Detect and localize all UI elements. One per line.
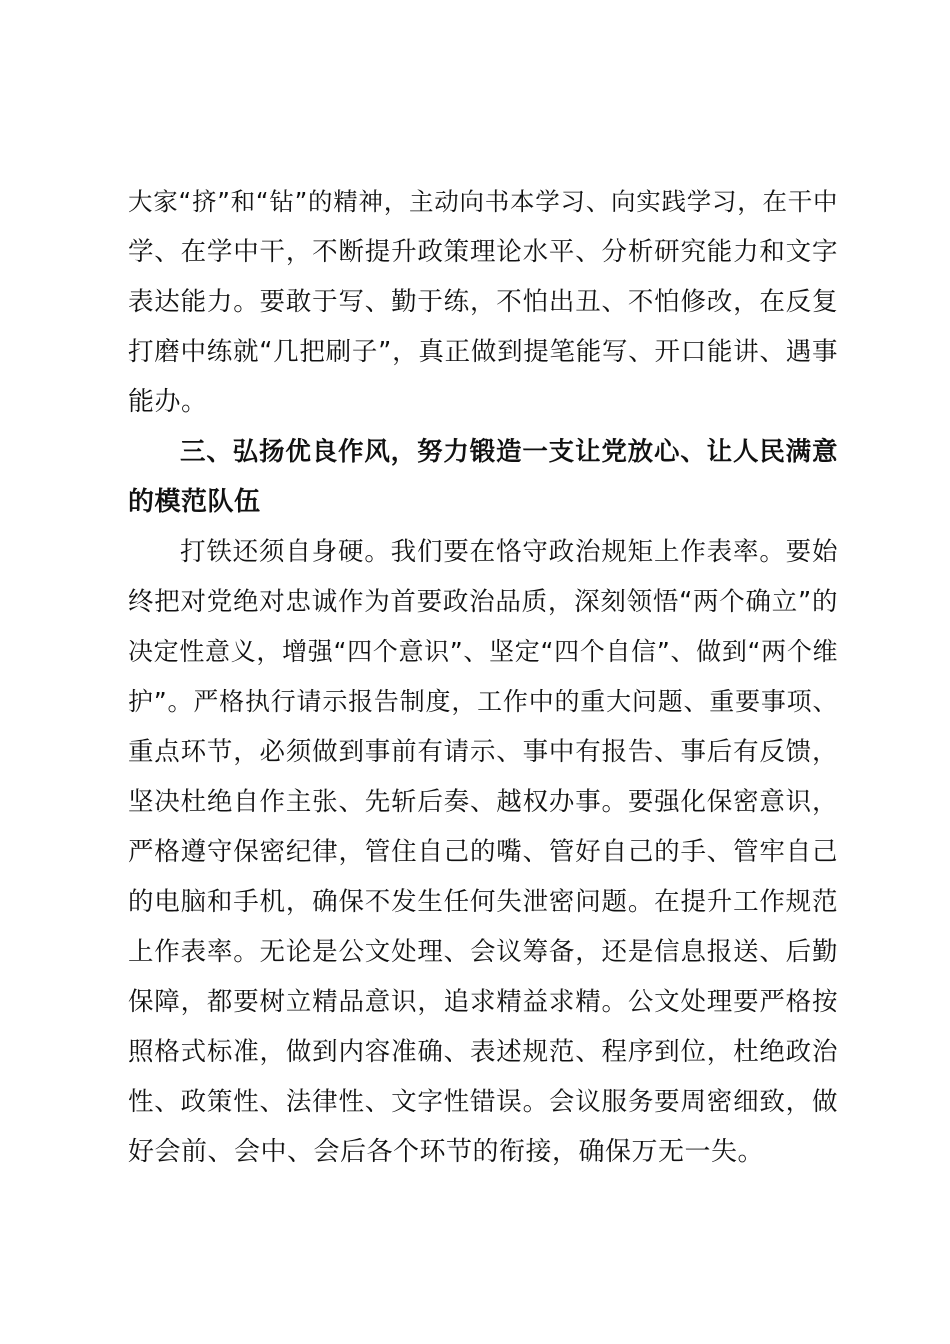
text-line: 上作表率。无论是公文处理、会议筹备，还是信息报送、后勤 [128, 937, 838, 967]
text-line: 的电脑和手机，确保不发生任何失泄密问题。在提升工作规范 [128, 887, 838, 917]
text-line: 坚决杜绝自作主张、先斩后奏、越权办事。要强化保密意识， [128, 787, 838, 817]
text-line: 重点环节，必须做到事前有请示、事中有报告、事后有反馈， [128, 737, 838, 767]
text-line: 保障，都要树立精品意识，追求精益求精。公文处理要严格按 [128, 987, 838, 1017]
text-line: 大家“挤”和“钻”的精神，主动向书本学习、向实践学习，在干中 [128, 187, 838, 216]
text-line: 护”。严格执行请示报告制度，工作中的重大问题、重要事项、 [128, 687, 838, 716]
section-heading-line: 的模范队伍 [128, 487, 261, 517]
section-heading-line: 三、弘扬优良作风，努力锻造一支让党放心、让人民满意 [180, 437, 838, 467]
text-line: 照格式标准，做到内容准确、表述规范、程序到位，杜绝政治 [128, 1037, 838, 1067]
text-line: 终把对党绝对忠诚作为首要政治品质，深刻领悟“两个确立”的 [128, 587, 838, 617]
text-line: 能办。 [128, 387, 208, 417]
text-line: 打铁还须自身硬。我们要在恪守政治规矩上作表率。要始 [180, 537, 838, 567]
text-line: 严格遵守保密纪律，管住自己的嘴、管好自己的手、管牢自己 [128, 837, 838, 867]
text-line: 性、政策性、法律性、文字性错误。会议服务要周密细致，做 [128, 1087, 838, 1117]
text-line: 学、在学中干，不断提升政策理论水平、分析研究能力和文字 [128, 237, 838, 267]
text-line: 表达能力。要敢于写、勤于练，不怕出丑、不怕修改，在反复 [128, 287, 838, 317]
text-line: 打磨中练就“几把刷子”，真正做到提笔能写、开口能讲、遇事 [128, 337, 838, 367]
text-line: 决定性意义，增强“四个意识”、坚定“四个自信”、做到“两个维 [128, 637, 838, 666]
text-line: 好会前、会中、会后各个环节的衔接，确保万无一失。 [128, 1137, 765, 1167]
